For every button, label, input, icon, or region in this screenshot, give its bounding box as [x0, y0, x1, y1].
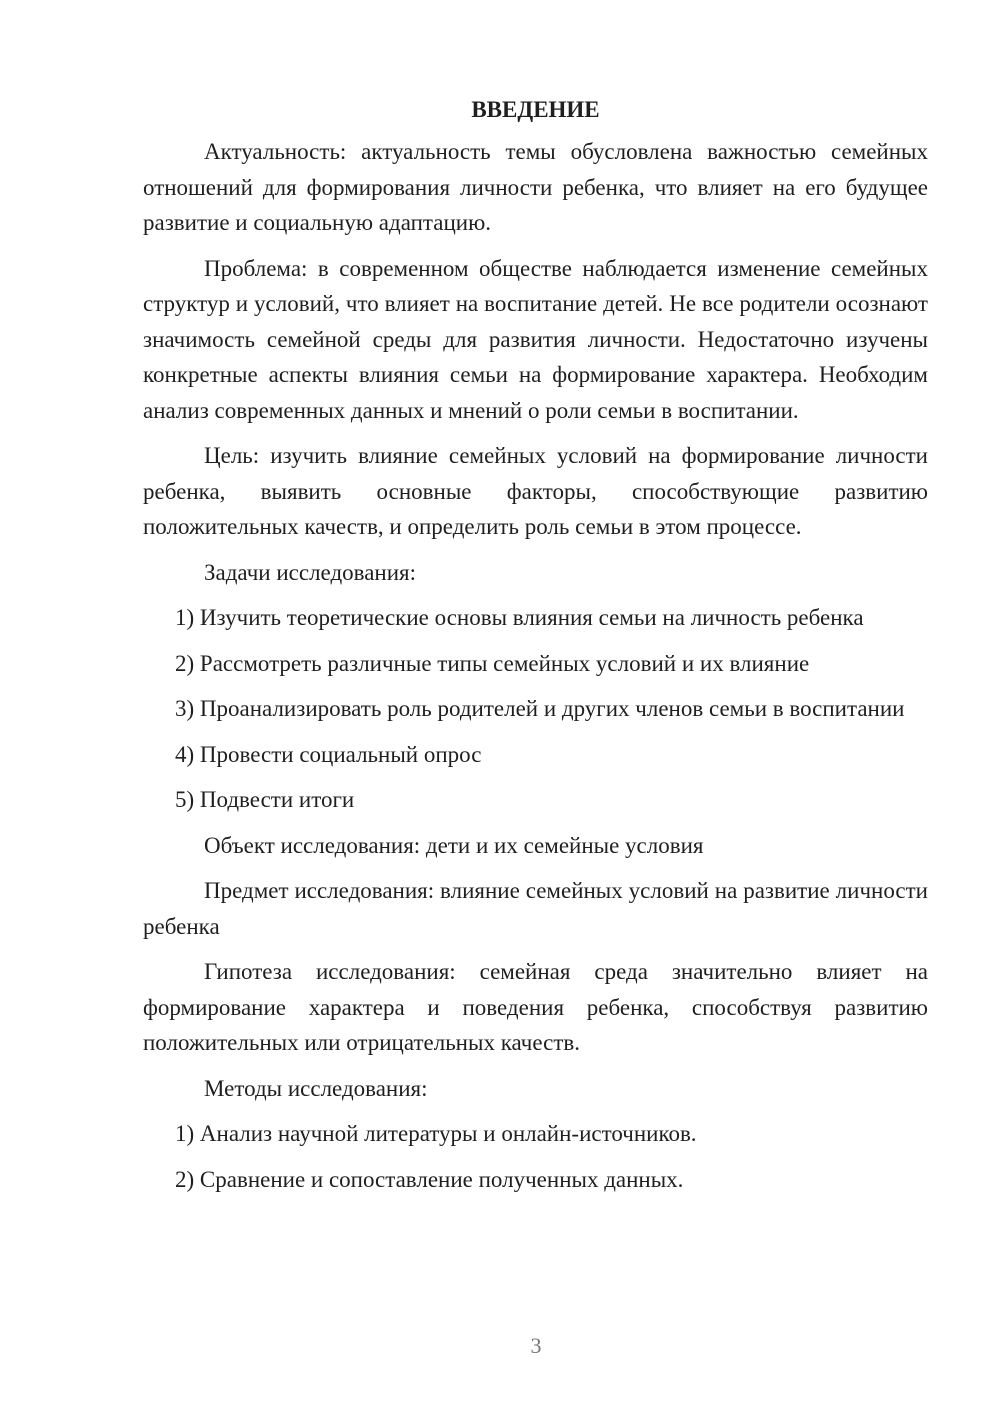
relevance-paragraph: Актуальность: актуальность темы обусловлена важностью семейных отношений для формирования личности ребенка, что влияет на его будущее развитие и социальную адаптацию. — [143, 139, 928, 235]
task-item: 2) Рассмотреть различные типы семейных условий и их влияние — [175, 650, 810, 676]
method-item: 2) Сравнение и сопоставление полученных данных. — [175, 1166, 684, 1192]
task-item: 1) Изучить теоретические основы влияния семьи на личность ребенка — [175, 605, 864, 630]
tasks-title: Задачи исследования: — [204, 559, 417, 585]
section-heading: ВВЕДЕНИЕ — [471, 97, 600, 122]
task-item: 3) Проанализировать роль родителей и других членов семьи в воспитании — [175, 696, 905, 721]
problem-paragraph: Проблема: в современном обществе наблюдается изменение семейных структур и условий, что влияет на воспитание детей. Не все родители осознают значимость семейной среды для развития личности. Недостаточно изучены конкретные аспекты влияния семьи на формирование характера. Необходим анализ современных данных и мнений о роли семьи в воспитании. — [143, 255, 928, 423]
task-item: 4) Провести социальный опрос — [175, 741, 482, 767]
task-item: 5) Подвести итоги — [175, 787, 355, 812]
hypothesis-paragraph: Гипотеза исследования: семейная среда значительно влияет на формирование характера и поведения ребенка, способствуя развитию положительных или отрицательных качеств. — [143, 959, 928, 1055]
methods-title: Методы исследования: — [204, 1075, 428, 1101]
subject-paragraph: Предмет исследования: влияние семейных условий на развитие личности ребенка — [143, 878, 928, 939]
page-number: 3 — [530, 1333, 542, 1358]
page-content — [143, 92, 928, 1197]
goal-paragraph: Цель: изучить влияние семейных условий на формирование личности ребенка, выявить основные факторы, способствующие развитию положительных качеств, и определить роль семьи в этом процессе. — [143, 443, 928, 539]
object-paragraph: Объект исследования: дети и их семейные условия — [204, 832, 704, 858]
method-item: 1) Анализ научной литературы и онлайн-источников. — [175, 1121, 697, 1146]
